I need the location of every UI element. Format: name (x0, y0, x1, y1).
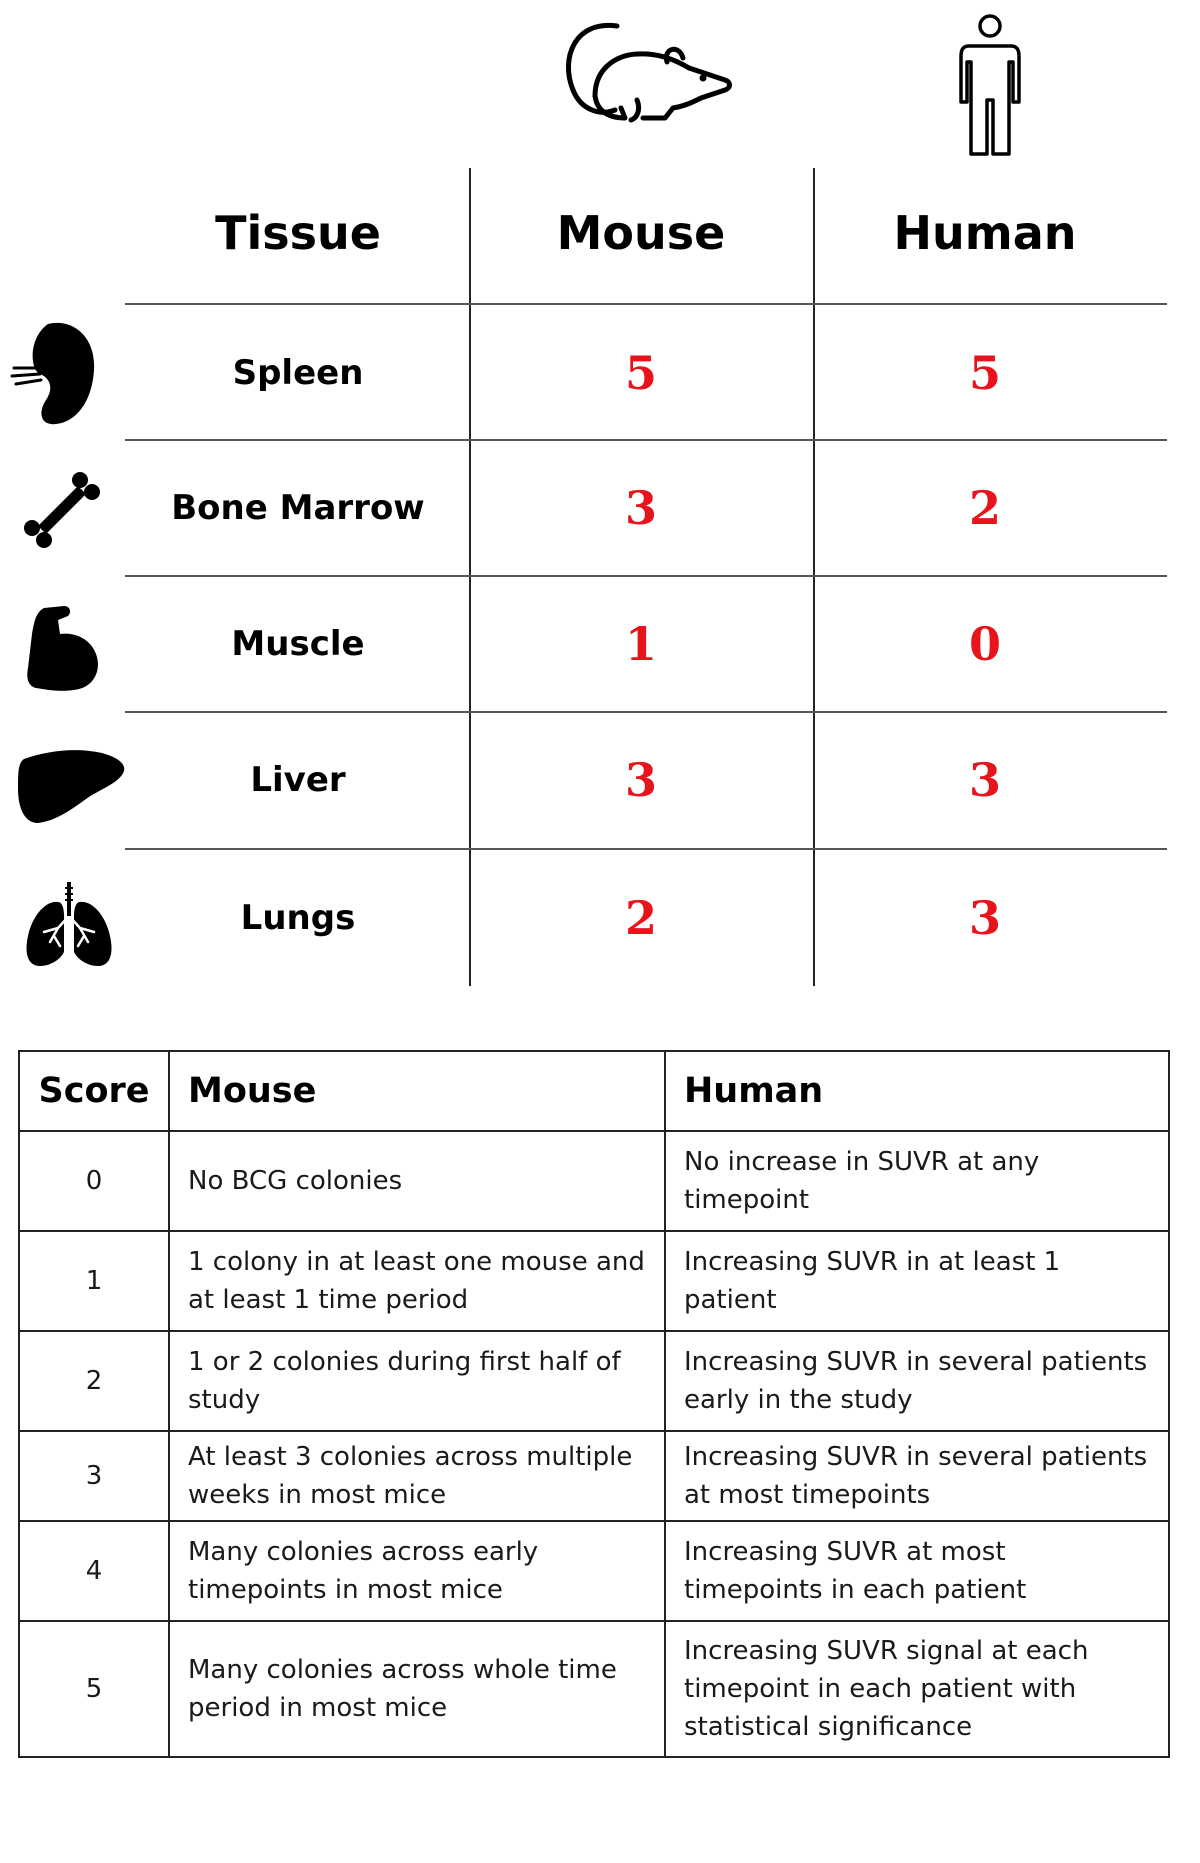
human-criteria-cell: Increasing SUVR in at least 1 patient (665, 1231, 1169, 1331)
human-criteria-cell: No increase in SUVR at any timepoint (665, 1131, 1169, 1231)
header-human-criteria: Human (665, 1051, 1169, 1131)
score-cell: 5 (19, 1621, 169, 1757)
score-cell: 4 (19, 1521, 169, 1621)
mouse-score-lungs: 2 (624, 891, 657, 945)
header-mouse: Mouse (556, 206, 726, 260)
mouse-icon (555, 18, 735, 128)
mouse-score-liver: 3 (624, 753, 657, 807)
score-cell: 2 (19, 1331, 169, 1431)
human-criteria-cell: Increasing SUVR in several patients early in the study (665, 1331, 1169, 1431)
table-row (19, 1621, 1169, 1757)
human-score-liver: 3 (968, 753, 1001, 807)
tissue-bone-marrow: Bone Marrow (171, 488, 425, 528)
header-human: Human (893, 206, 1077, 260)
table-header-row (19, 1051, 1169, 1131)
table-row (19, 1331, 1169, 1431)
column-divider (469, 168, 471, 986)
table-row (19, 1131, 1169, 1231)
header-mouse-criteria: Mouse (169, 1051, 665, 1131)
tissue-lungs: Lungs (240, 898, 356, 938)
row-divider (125, 711, 1167, 713)
mouse-score-spleen: 5 (624, 346, 657, 400)
bone-icon (22, 470, 102, 550)
mouse-criteria-cell: 1 or 2 colonies during first half of study (169, 1331, 665, 1431)
row-divider (125, 575, 1167, 577)
tissue-muscle: Muscle (231, 624, 365, 664)
human-criteria-cell: Increasing SUVR in several patients at most timepoints (665, 1431, 1169, 1521)
header-tissue: Tissue (215, 206, 381, 260)
row-divider (125, 439, 1167, 441)
score-cell: 3 (19, 1431, 169, 1521)
score-cell: 1 (19, 1231, 169, 1331)
tissue-spleen: Spleen (232, 353, 364, 393)
muscle-icon (24, 604, 104, 694)
human-score-bone-marrow: 2 (968, 481, 1001, 535)
human-score-muscle: 0 (968, 617, 1001, 671)
human-score-spleen: 5 (968, 346, 1001, 400)
human-criteria-cell: Increasing SUVR at most timepoints in each patient (665, 1521, 1169, 1621)
header-score: Score (19, 1051, 169, 1131)
human-score-lungs: 3 (968, 891, 1001, 945)
scoring-criteria-table (18, 1050, 1170, 1758)
table-row (19, 1431, 1169, 1521)
column-divider (813, 168, 815, 986)
score-cell: 0 (19, 1131, 169, 1231)
liver-icon (16, 745, 126, 825)
mouse-criteria-cell: 1 colony in at least one mouse and at least 1 time period (169, 1231, 665, 1331)
lungs-icon (24, 880, 114, 970)
mouse-criteria-cell: At least 3 colonies across multiple weeks in most mice (169, 1431, 665, 1521)
mouse-score-bone-marrow: 3 (624, 481, 657, 535)
mouse-score-muscle: 1 (624, 617, 657, 671)
tissue-liver: Liver (250, 760, 346, 800)
row-divider (125, 303, 1167, 305)
table-row (19, 1521, 1169, 1621)
human-criteria-cell: Increasing SUVR signal at each timepoint in each patient with statistical significance (665, 1621, 1169, 1757)
mouse-criteria-cell: No BCG colonies (169, 1131, 665, 1231)
spleen-icon (10, 318, 100, 428)
mouse-criteria-cell: Many colonies across early timepoints in most mice (169, 1521, 665, 1621)
human-icon (955, 12, 1025, 157)
table-row (19, 1231, 1169, 1331)
row-divider (125, 848, 1167, 850)
mouse-criteria-cell: Many colonies across whole time period in most mice (169, 1621, 665, 1757)
